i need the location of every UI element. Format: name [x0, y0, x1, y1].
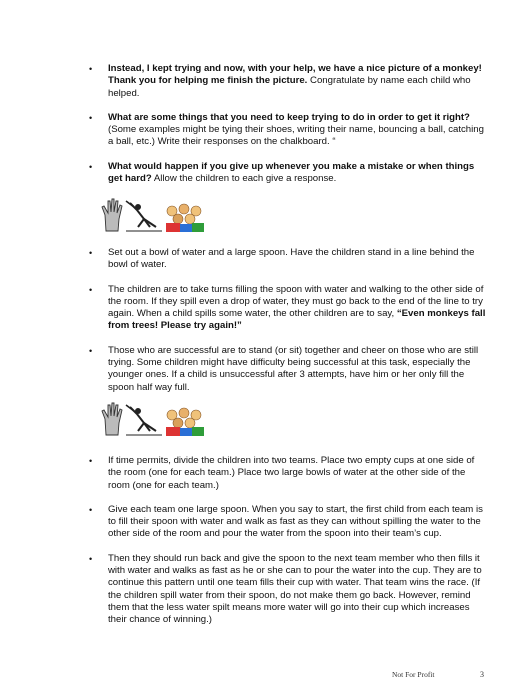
activity-icons: [100, 401, 220, 437]
exercise-figure-icon: [126, 405, 162, 435]
body-text: Allow the children to each give a response.: [151, 173, 337, 185]
bullet: •: [89, 345, 93, 356]
hand-icon: [102, 199, 122, 231]
children-group-icon: [166, 408, 204, 436]
bullet: •: [89, 64, 93, 74]
activity-icons-graphic: [100, 401, 220, 437]
bullet: •: [89, 112, 93, 123]
bullet: •: [89, 553, 93, 564]
body-text: (Some examples might be tying their shoes, writing their name, bouncing a ball, catching a ball, etc.) Write their responses on the chalkboard. “: [108, 124, 484, 148]
body-text: If time permits, divide the children into two teams. Place two empty cups at one side of the room (one for each team.) Place two large bowls of water at the other side of the room (one for each team.): [108, 455, 475, 491]
list-item: [89, 455, 489, 492]
bullet: •: [89, 456, 93, 466]
bold-text: “Even monkeys fall from trees! Please try again!”: [108, 308, 486, 332]
bullet: •: [89, 284, 93, 295]
page-number: 3: [480, 670, 484, 679]
list-item: [89, 112, 489, 149]
body-text: Give each team one large spoon. When you say to start, the first child from each team is to fill their spoon with water and walk as fast as they can without spilling the water to the other side of the room and pour the water from the spoon into their team’s cup.: [108, 503, 483, 540]
list-item: [89, 553, 489, 627]
exercise-figure-icon: [126, 201, 162, 231]
bold-text: Instead, I kept trying and now, with your help, we have a nice picture of a monkey! Thank you for helping me finish the picture.: [108, 63, 482, 87]
list-item: [89, 161, 489, 186]
bold-text: What would happen if you give up whenever you make a mistake or when things get hard?: [108, 160, 475, 185]
body-text: The children are to take turns filling the spoon with water and walking to the other side of the room. If they spill even a drop of water, they must go back to the end of the line to try again. When a child spills some water, the other children are to say,: [108, 283, 484, 320]
bullet: •: [89, 161, 93, 172]
instruction-list-3: [89, 455, 489, 639]
bold-text: What are some things that you need to keep trying to do in order to get it right?: [108, 111, 470, 123]
children-group-icon: [166, 204, 204, 232]
body-text: Those who are successful are to stand (or sit) together and cheer on those who are still trying. Some children might have difficulty being successful at this task, especially the younger ones. If a child is unsuccessful after 3 attempts, have him or her only fill the spoon half way full.: [108, 344, 479, 393]
body-text: Congratulate by name each child who helped.: [108, 75, 471, 99]
instruction-list-2: [89, 247, 489, 406]
instruction-list-1: [89, 63, 489, 197]
list-item: [89, 504, 489, 541]
list-item: [89, 63, 489, 100]
footer-text: Not For Profit: [392, 670, 435, 679]
activity-icons-graphic: [100, 197, 220, 233]
bullet: •: [89, 504, 93, 515]
body-text: Then they should run back and give the spoon to the next team member who then fills it with water and walks as fast as he or she can to pour the water into the cup. They are to continue this pattern until one team fills their cup with water. That team wins the race. (If the children spill water from their spoon, do not make them go back. However, remind them that the less water spilt means more water will go into their cup which increases their chance of winning.): [108, 552, 482, 626]
list-item: [89, 284, 489, 333]
hand-icon: [102, 403, 122, 435]
body-text: Set out a bowl of water and a large spoon. Have the children stand in a line behind the bowl of water.: [108, 247, 475, 271]
bullet: •: [89, 248, 93, 258]
list-item: [89, 345, 489, 394]
activity-icons: [100, 197, 220, 233]
list-item: [89, 247, 489, 272]
